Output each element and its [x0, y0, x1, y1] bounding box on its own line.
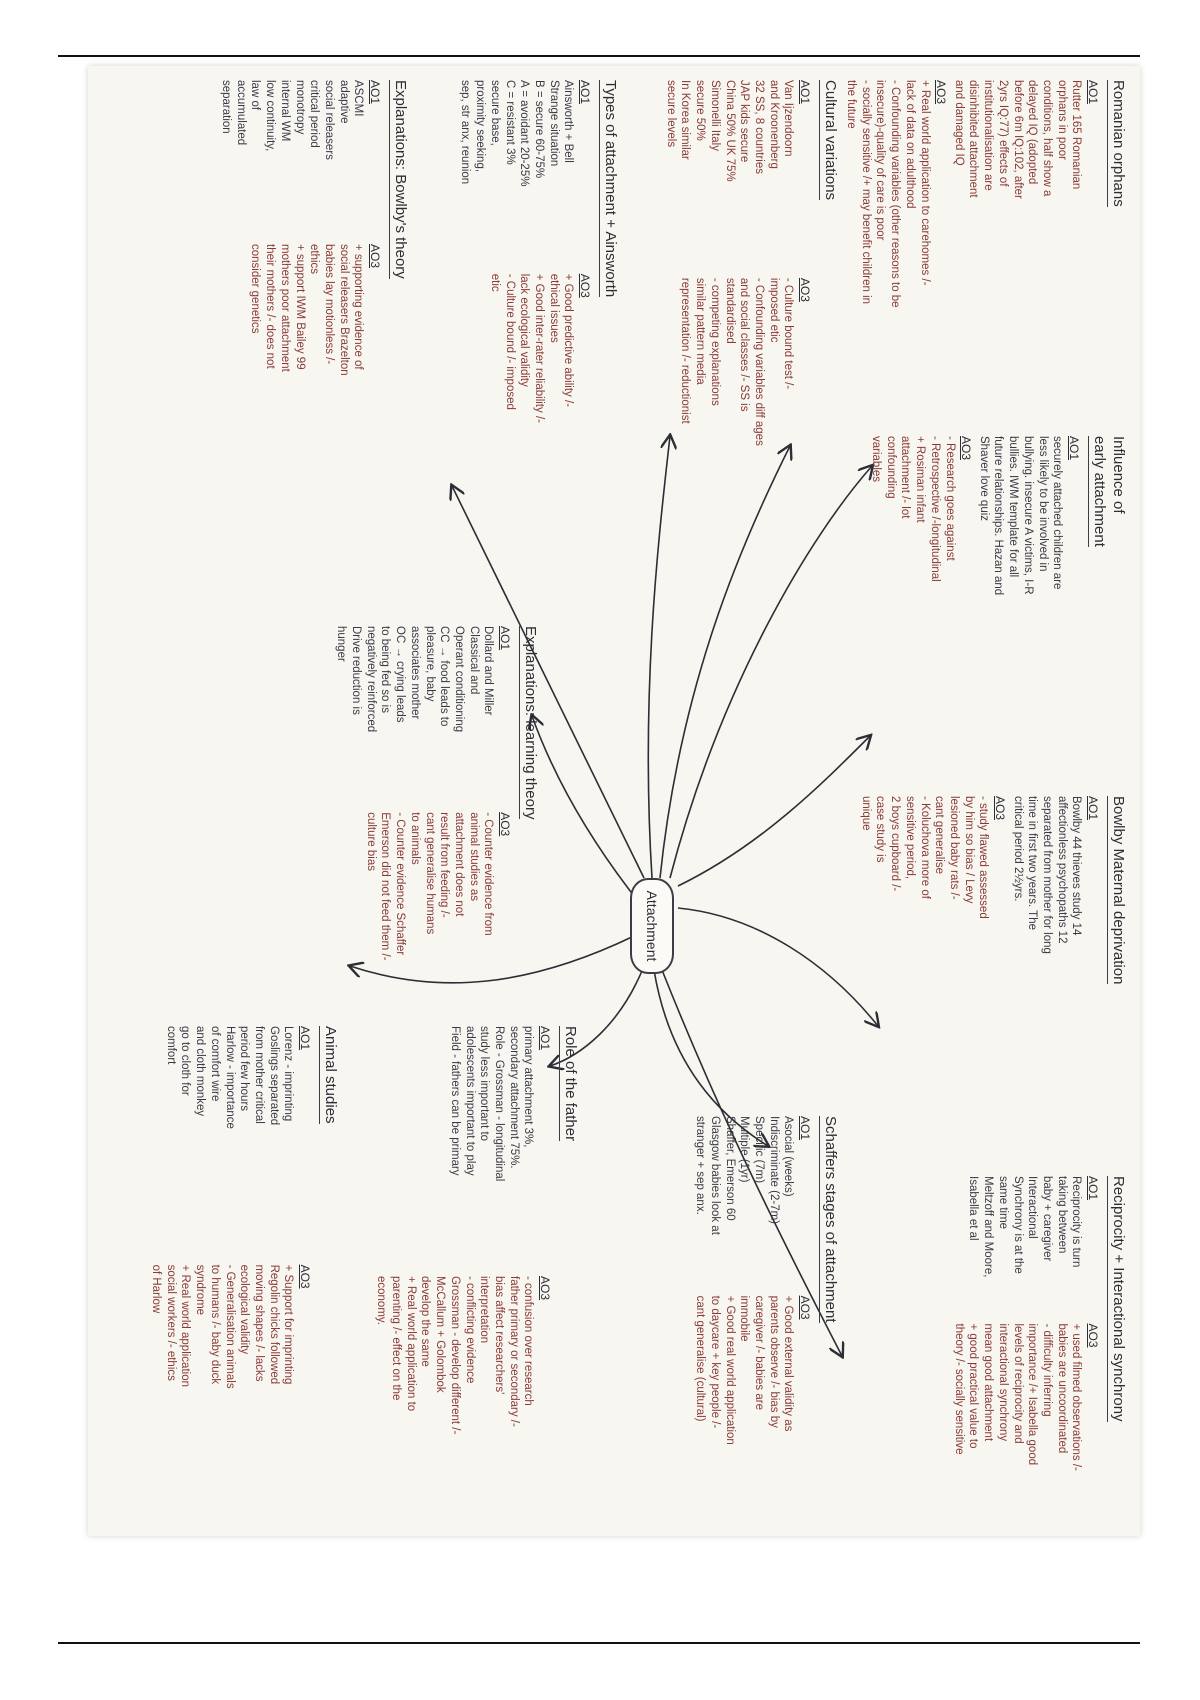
ao1-text: Rutter 165 Romanian orphans in poor conditions, half show a delayed IQ (adopted before 6m IQ:102, after 2yrs IQ:77) effects of institutionalisation are disinhibited attachment and damaged IQ	[952, 80, 1083, 199]
ao1-text: primary attachment 3%, secondary attachment 75%. Role - Grossman - longitudinal study less important to adolescents important to play Field - fathers can be primary	[448, 1026, 535, 1182]
ao1-text: Lorenz - imprinting Goslings separated from mother critical period few hours Harlow - importance of comfort wire and cloth monkey go to cloth for comfort	[164, 1026, 295, 1129]
ao1-tag: AO1	[1066, 436, 1081, 461]
section-title: Animal studies	[319, 1026, 340, 1124]
section-title: Romanian orphans	[1107, 80, 1128, 207]
section-title: Explanations: learning theory	[519, 626, 540, 819]
ao3-text: - Culture bound test /- imposed etic - Confounding variables diff ages and social classes /- SS is standardised - competing explanations similar pattern media representation /- reductionist	[679, 277, 795, 446]
ao3-tag: AO3	[797, 277, 812, 302]
section-father	[374, 1026, 580, 1516]
ao3-text: + Real world application to carehomes /- lack of data on adulthood - Confounding variables (other reasons to be insecure)-quality of care is poor - socially sensitive /+ may benefit children in the future	[845, 80, 931, 308]
ao3-tag: AO3	[1085, 1323, 1100, 1348]
ao3-tag: AO3	[297, 1264, 312, 1289]
ao1-tag: AO1	[1085, 1176, 1100, 1201]
ao3-tag: AO3	[577, 273, 592, 298]
ao1-tag: AO1	[297, 1026, 312, 1051]
ao1-tag: AO1	[797, 80, 812, 105]
section-title: Influence of early attachment	[1088, 436, 1128, 547]
ao3-text: - confusion over research father primary or secondary /- bias affect researchers' interpretation - conflicting evidence Grossman - develop different /- McCallum + Golombok develop the same + Real world application to parenting /- effect on the economy.	[375, 1276, 535, 1435]
section-influence	[868, 436, 1128, 766]
section-types	[458, 80, 620, 510]
section-title: Cultural variations	[819, 80, 840, 200]
ao1-tag: AO1	[497, 626, 512, 651]
ao3-tag: AO3	[537, 1276, 552, 1301]
ao1-text: securely attached children are less likely to be involved in bullying. insecure A victims, I-R bullies. IWM template for all future relationships. Hazan and Shaver love quiz	[977, 436, 1064, 596]
ao1-text: Asocial (weeks) Indiscriminate (2-7m) Specific (7m) Multiple (1yr) Shaffer, Emerson 60 Glasgow babies look at stranger + sep anx.	[694, 1116, 795, 1235]
ao3-tag: AO3	[933, 80, 948, 105]
ao3-tag: AO3	[497, 812, 512, 837]
ao1-tag: AO1	[1085, 796, 1100, 821]
arrow-to-bowlby	[678, 908, 878, 1026]
ao3-text: + Good external validity as parents observe /- bias by caregiver /- babies are immobile + Good real world application to daycare + key people /- cant generalise (cultural)	[694, 1295, 795, 1445]
ao3-text: + Support for imprinting Regolin chicks followed moving shapes /- lacks ecological validity - Generalisation animals to humans /- baby duck syndrome + Real world application social workers /- ethics of Harlow	[149, 1264, 295, 1389]
section-cultural	[663, 80, 840, 580]
ao1-tag: AO1	[797, 1116, 812, 1141]
ao1-text: Van Ijzendoorn and Kroonenberg 32 SS, 8 countries JAP kids secure China 50% UK 75% Simonelli Italy secure 50% In Korea similar secure levels	[664, 80, 795, 182]
arrow-to-learning	[532, 716, 634, 896]
mind-map-photo	[88, 66, 1140, 1536]
section-learning	[334, 626, 540, 1006]
section-romanian	[843, 80, 1128, 410]
section-animal	[148, 1026, 340, 1516]
ao3-tag: AO3	[367, 244, 382, 269]
ao3-text: - study flawed assessed by him so bias / Levy lesioned baby rats /- cant generalise - Koluchova more of sensitive period, 2 boys cupboard /- case study is unique	[859, 796, 990, 919]
ao3-tag: AO3	[958, 436, 973, 461]
centre-node: Attachment	[630, 878, 674, 974]
ao1-text: Reciprocity is turn taking between baby + caregiver Interactional Synchrony is at the same time Meltzoff and Moore, Isabella et al	[967, 1176, 1083, 1278]
section-title: Role of the father	[559, 1026, 580, 1141]
ao1-text: Dollard and Miller Classical and Operant conditioning CC → food leads to pleasure, baby associates mother OC → crying leads to being fed so is negatively reinforced Drive reduction is hunger	[335, 626, 495, 733]
section-title: Bowlby Maternal deprivation	[1107, 796, 1128, 984]
section-title: Reciprocity + Interactional synchrony	[1107, 1176, 1128, 1422]
ao1-tag: AO1	[1085, 80, 1100, 105]
ao3-text: - Counter evidence from animal studies as attachment does not result from feeding /- cant generalise humans to animals - Counter evidence Schaffer Emerson did not feed them /- culture bias	[364, 812, 495, 961]
section-bowlby-theory	[218, 80, 410, 510]
ao1-tag: AO1	[367, 80, 382, 105]
section-title: Types of attachment + Ainsworth	[599, 80, 620, 297]
ao1-tag: AO1	[577, 80, 592, 105]
section-title: Explanations: Bowlby's theory	[389, 80, 410, 279]
section-schaffer	[692, 1116, 840, 1516]
mind-map-canvas	[88, 66, 1140, 1536]
ao1-text: Bowlby 44 thieves study 14 affectionless psychopaths 12 separated from mother for long time in first two years. The critical period 2½yrs.	[1011, 796, 1083, 954]
ao1-tag: AO1	[537, 1026, 552, 1051]
ao3-text: - Research goes against - Retrospective /-longitudinal + Rosiman infant attachment /- lot confounding variables	[870, 436, 956, 582]
section-reciprocity	[951, 1176, 1128, 1516]
ao1-text: ASCMI adaptive social releasers critical period monotropy internal WM low continuity, law of accumulated separation	[219, 80, 365, 160]
top-rule	[58, 55, 1140, 57]
section-bowlby	[858, 796, 1128, 1096]
ao3-text: + Good predictive ability /- ethical issues + Good inter-rater reliability /- lack ecological validity - Culture bound /- imposed etic	[488, 273, 575, 423]
ao3-tag: AO3	[797, 1295, 812, 1320]
ao1-text: Ainsworth + Bell Strange situation B = secure 60-75% A = avoidant 20-25% C = resistant 3% secure base, proximity seeking, sep, str anx, reunion	[459, 80, 575, 187]
ao3-text: + supporting evidence of social releasers Brazelton babies lay motionless /- ethics + support IWM Bailey 99 mothers poor attachment their mothers /- does not consider genetics	[249, 244, 365, 376]
arrow-to-influence	[678, 736, 870, 886]
ao3-text: + used filmed observations /- babies are uncoordinated - difficulty inferring importance /+ Isabella good levels of reciprocity and interactional synchrony mean good attachment + good practical value to theory /- socially sensitive	[952, 1323, 1083, 1471]
bottom-rule	[58, 1642, 1140, 1644]
section-title: Schaffers stages of attachment	[819, 1116, 840, 1323]
ao3-tag: AO3	[992, 796, 1007, 821]
